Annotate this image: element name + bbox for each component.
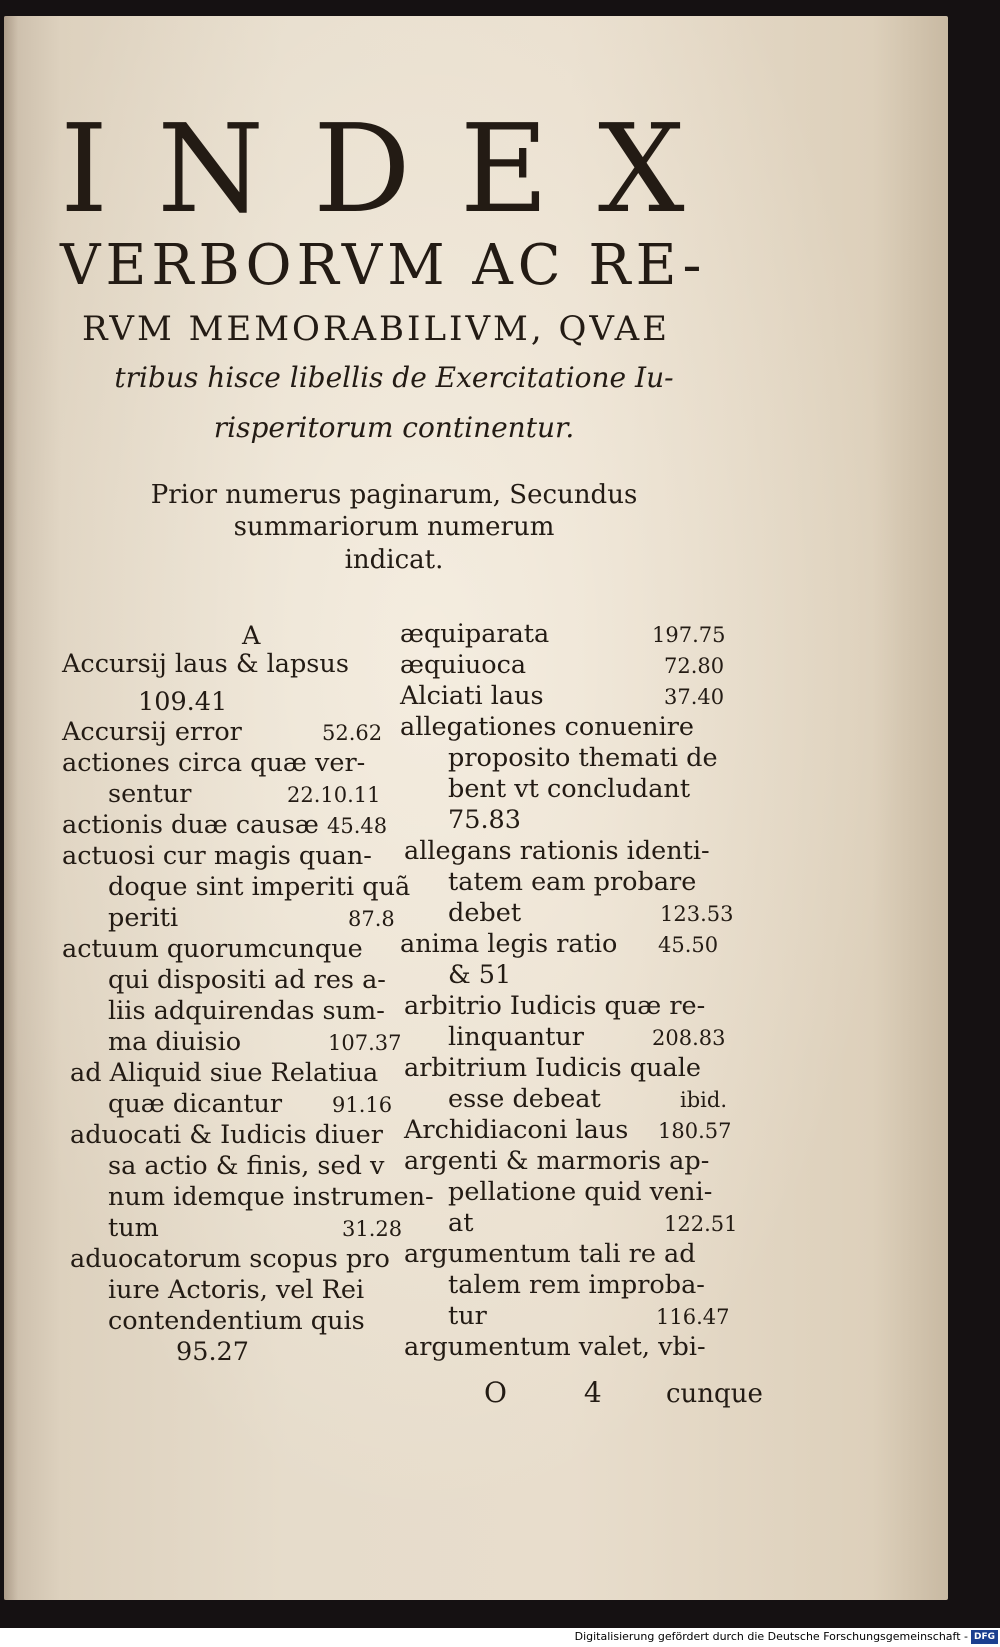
index-entry: argumentum tali re ad bbox=[404, 1239, 696, 1269]
index-entry: at bbox=[448, 1208, 474, 1238]
page-ref: 91.16 bbox=[332, 1093, 393, 1117]
page-ref: 22.10.11 bbox=[287, 783, 381, 807]
index-entry: aduocati & Iudicis diuer bbox=[70, 1120, 383, 1150]
index-entry: & 51 bbox=[448, 960, 512, 990]
title-line-2: VERBORVM AC RE- bbox=[60, 233, 707, 298]
page-ref: 180.57 bbox=[658, 1119, 732, 1143]
page-ref: 197.75 bbox=[652, 623, 726, 647]
index-entry: allegationes conuenire bbox=[400, 712, 695, 742]
signature-mark: O 4 bbox=[484, 1376, 636, 1409]
index-entry: argumentum valet, vbi- bbox=[404, 1332, 706, 1362]
index-entry: Accursij error bbox=[62, 717, 242, 747]
index-entry: num idemque instrumen- bbox=[108, 1182, 434, 1212]
index-entry: liis adquirendas sum- bbox=[108, 996, 385, 1026]
index-entry: æquiuoca bbox=[400, 650, 527, 680]
index-entry: 75.83 bbox=[448, 805, 522, 835]
note-line-2: summariorum numerum bbox=[233, 512, 555, 542]
section-letter: A bbox=[242, 621, 261, 651]
book-page bbox=[4, 16, 948, 1600]
title-line-4: tribus hisce libellis de Exercitatione Iu- bbox=[114, 361, 674, 394]
index-entry: tur bbox=[448, 1301, 487, 1331]
index-entry: arbitrio Iudicis quæ re- bbox=[404, 991, 706, 1021]
index-entry: iure Actoris, vel Rei bbox=[108, 1275, 365, 1305]
index-entry: aduocatorum scopus pro bbox=[70, 1244, 390, 1274]
index-entry: contendentium quis bbox=[108, 1306, 365, 1336]
page-ref: ibid. bbox=[680, 1088, 727, 1112]
index-entry: talem rem improba- bbox=[448, 1270, 705, 1300]
footer-credit: Digitalisierung gefördert durch die Deutsche Forschungsgemeinschaft - bbox=[574, 1630, 968, 1643]
page-ref: 52.62 bbox=[322, 721, 383, 745]
page-ref: 45.50 bbox=[658, 933, 719, 957]
index-entry: proposito themati de bbox=[448, 743, 718, 773]
note-line-1: Prior numerus paginarum, Secundus bbox=[150, 480, 638, 510]
index-entry: allegans rationis identi- bbox=[404, 836, 710, 866]
index-entry: actionis duæ causæ bbox=[62, 810, 319, 840]
index-entry: doque sint imperiti quã bbox=[108, 872, 411, 902]
index-entry: debet bbox=[448, 898, 522, 928]
index-entry: sa actio & finis, sed v bbox=[108, 1151, 385, 1181]
index-entry: argenti & marmoris ap- bbox=[404, 1146, 710, 1176]
index-entry: pellatione quid veni- bbox=[448, 1177, 713, 1207]
index-entry: tum bbox=[108, 1213, 159, 1243]
index-entry: Alciati laus bbox=[400, 681, 544, 711]
index-entry: sentur bbox=[108, 779, 192, 809]
title-line-5: risperitorum continentur. bbox=[213, 411, 575, 444]
page-ref: 37.40 bbox=[664, 685, 725, 709]
index-entry: æquiparata bbox=[400, 619, 550, 649]
index-entry: actuosi cur magis quan- bbox=[62, 841, 372, 871]
index-entry: anima legis ratio bbox=[400, 929, 618, 959]
index-entry: actiones circa quæ ver- bbox=[62, 748, 366, 778]
index-entry: actuum quorumcunque bbox=[62, 934, 363, 964]
index-entry: arbitrium Iudicis quale bbox=[404, 1053, 701, 1083]
page-spine-shadow bbox=[4, 16, 18, 1600]
index-entry: tatem eam probare bbox=[448, 867, 697, 897]
index-entry: linquantur bbox=[448, 1022, 584, 1052]
index-entry: 109.41 bbox=[138, 687, 228, 717]
title-index: INDEX bbox=[60, 98, 734, 240]
index-entry: qui dispositi ad res a- bbox=[108, 965, 386, 995]
index-entry: esse debeat bbox=[448, 1084, 601, 1114]
page-ref: 72.80 bbox=[664, 654, 725, 678]
page-ref: 107.37 bbox=[328, 1031, 402, 1055]
index-entry: quæ dicantur bbox=[108, 1089, 283, 1119]
catchword: cunque bbox=[666, 1379, 763, 1409]
page-ref: 116.47 bbox=[656, 1305, 730, 1329]
page-ref: 123.53 bbox=[660, 902, 734, 926]
index-entry: ad Aliquid siue Relatiua bbox=[70, 1058, 379, 1088]
page-ref: 87.8 bbox=[348, 907, 395, 931]
index-entry: bent vt concludant bbox=[448, 774, 691, 804]
index-entry: 95.27 bbox=[176, 1337, 250, 1367]
index-entry: Accursij laus & lapsus bbox=[62, 649, 349, 679]
note-line-3: indicat. bbox=[344, 545, 444, 575]
page-ref: 31.28 bbox=[342, 1217, 403, 1241]
page-ref: 122.51 bbox=[664, 1212, 738, 1236]
page-ref: 45.48 bbox=[327, 814, 388, 838]
index-entry: ma diuisio bbox=[108, 1027, 242, 1057]
page-ref: 208.83 bbox=[652, 1026, 726, 1050]
index-entry: periti bbox=[108, 903, 179, 933]
dfg-logo: DFG bbox=[971, 1630, 998, 1644]
footer-bar bbox=[0, 1628, 1000, 1647]
title-line-3: RVM MEMORABILIVM, QVAE bbox=[82, 309, 670, 349]
index-entry: Archidiaconi laus bbox=[404, 1115, 629, 1145]
